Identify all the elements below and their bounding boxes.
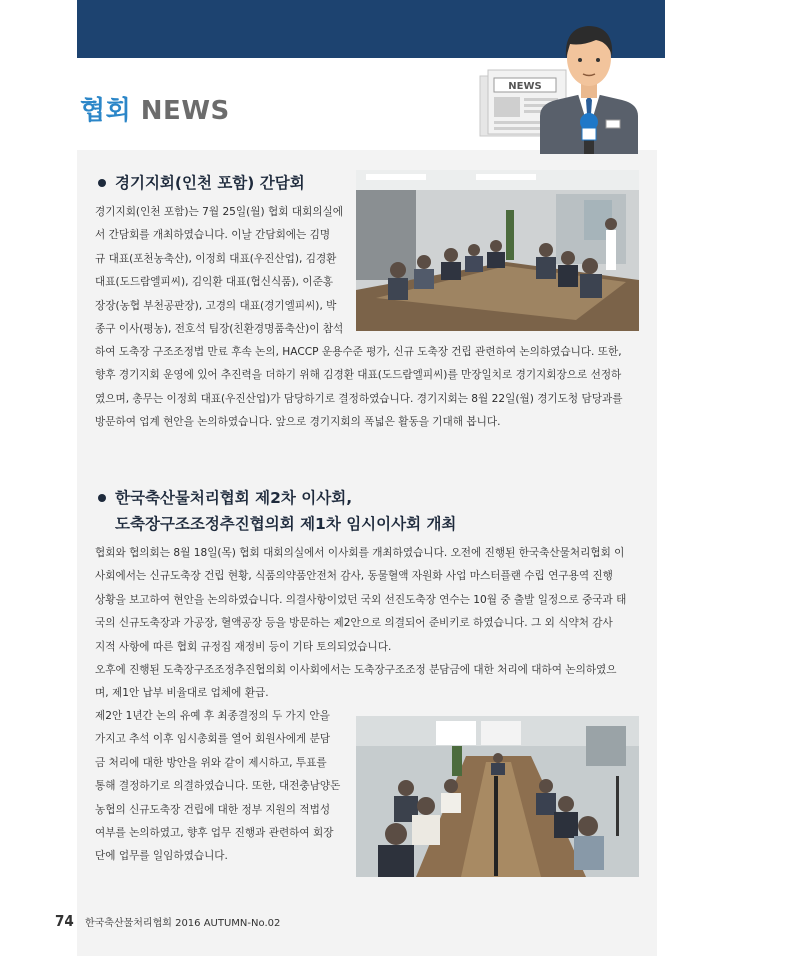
text-line: 며, 제1안 납부 비율대로 업체에 환급. xyxy=(95,687,269,700)
text-line: 사회에서는 신규도축장 건립 현황, 식품의약품안전처 감사, 동물혈액 자원화 사업 마스터플랜 수립 연구용역 진행 xyxy=(95,570,613,583)
meeting-photo-1 xyxy=(356,170,639,331)
article1-intro-text xyxy=(95,201,347,341)
publication-info: 한국축산물처리협회 2016 AUTUMN-No.02 xyxy=(84,918,281,929)
article1-bullet xyxy=(98,179,106,187)
text-line: 장장(농협 부천공판장), 고경의 대표(경기엘피씨), 박 xyxy=(95,299,337,312)
text-line: 대표(도드람엘피씨), 김익환 대표(협신식품), 이준홍 xyxy=(95,276,334,289)
text-line: 국의 신규도축장과 가공장, 혈액공장 등을 방문하는 제2안으로 의결되어 준비키로 하였습니다. 그 외 식약처 감사 xyxy=(95,617,613,630)
title-korean: 협회 xyxy=(80,96,132,126)
text-line: 단에 업무를 일임하였습니다. xyxy=(95,850,228,863)
text-line: 통해 결정하기로 의결하였습니다. 또한, 대전충남양돈 xyxy=(95,780,341,793)
article2-title-line1: 한국축산물처리협회 제2차 이사회, xyxy=(115,489,353,507)
text-line: 종구 이사(평농), 전호석 팀장(친환경명품축산)이 참석 xyxy=(95,323,344,336)
page-title xyxy=(80,90,230,127)
news-label: NEWS xyxy=(508,81,542,92)
text-line: 금 처리에 대한 방안을 위와 같이 제시하고, 투표를 xyxy=(95,756,327,769)
text-line: 방문하여 업계 현안을 논의하였습니다. 앞으로 경기지회의 폭넓은 활동을 기대해 봅니다. xyxy=(95,416,501,429)
text-line: 여부를 논의하였고, 향후 업무 진행과 관련하여 회장 xyxy=(95,827,334,840)
article1-body-text xyxy=(95,341,643,435)
text-line: 지적 사항에 따른 협회 규정집 재정비 등이 기타 토의되었습니다. xyxy=(95,640,392,653)
meeting-photo-2 xyxy=(356,716,639,877)
news-anchor-illustration xyxy=(478,12,658,154)
text-line: 향후 경기지회 운영에 있어 추진력을 더하기 위해 김경환 대표(도드람엘피씨)를 만장일치로 경기지회장으로 선정하 xyxy=(95,369,622,382)
article2-closing-text xyxy=(95,705,347,869)
article2-bullet xyxy=(98,494,106,502)
article1-title: 경기지회(인천 포함) 간담회 xyxy=(115,174,305,192)
text-line: 가지고 추석 이후 임시총회를 열어 회원사에게 분담 xyxy=(95,733,331,746)
article2-body-text xyxy=(95,542,643,706)
text-line: 규 대표(포천농축산), 이정희 대표(우진산업), 김경환 xyxy=(95,252,337,265)
text-line: 상황을 보고하여 현안을 논의하였습니다. 의결사항이었던 국외 선진도축장 연수는 10월 중 출발 일정으로 중국과 태 xyxy=(95,593,627,606)
text-line: 제2안 1년간 논의 유예 후 최종결정의 두 가지 안을 xyxy=(95,710,330,722)
title-english: NEWS xyxy=(140,96,230,126)
text-line: 서 간담회를 개최하였습니다. 이날 간담회에는 김명 xyxy=(95,229,331,242)
page-footer xyxy=(55,912,280,930)
text-line: 였으며, 총무는 이정희 대표(우진산업)가 담당하기로 결정하였습니다. 경기지회는 8월 22일(월) 경기도청 담당과를 xyxy=(95,392,623,405)
text-line: 하여 도축장 구조조정법 만료 후속 논의, HACCP 운용수준 평가, 신규 도축장 건립 관련하여 논의하였습니다. 또한, xyxy=(95,346,622,358)
page-number: 74 xyxy=(55,912,74,930)
text-line: 오후에 진행된 도축장구조조정추진협의회 이사회에서는 도축장구조조정 분담금에 대한 처리에 대하여 논의하였으 xyxy=(95,664,617,677)
text-line: 협회와 협의회는 8월 18일(목) 협회 대회의실에서 이사회를 개최하였습니다. 오전에 진행된 한국축산물처리협회 이 xyxy=(95,547,625,559)
text-line: 경기지회(인천 포함)는 7월 25일(월) 협회 대회의실에 xyxy=(95,206,344,218)
text-line: 농협의 신규도축장 건립에 대한 정부 지원의 적법성 xyxy=(95,803,331,816)
article2-title-line2: 도축장구조조정추진협의회 제1차 임시이사회 개최 xyxy=(115,515,457,533)
